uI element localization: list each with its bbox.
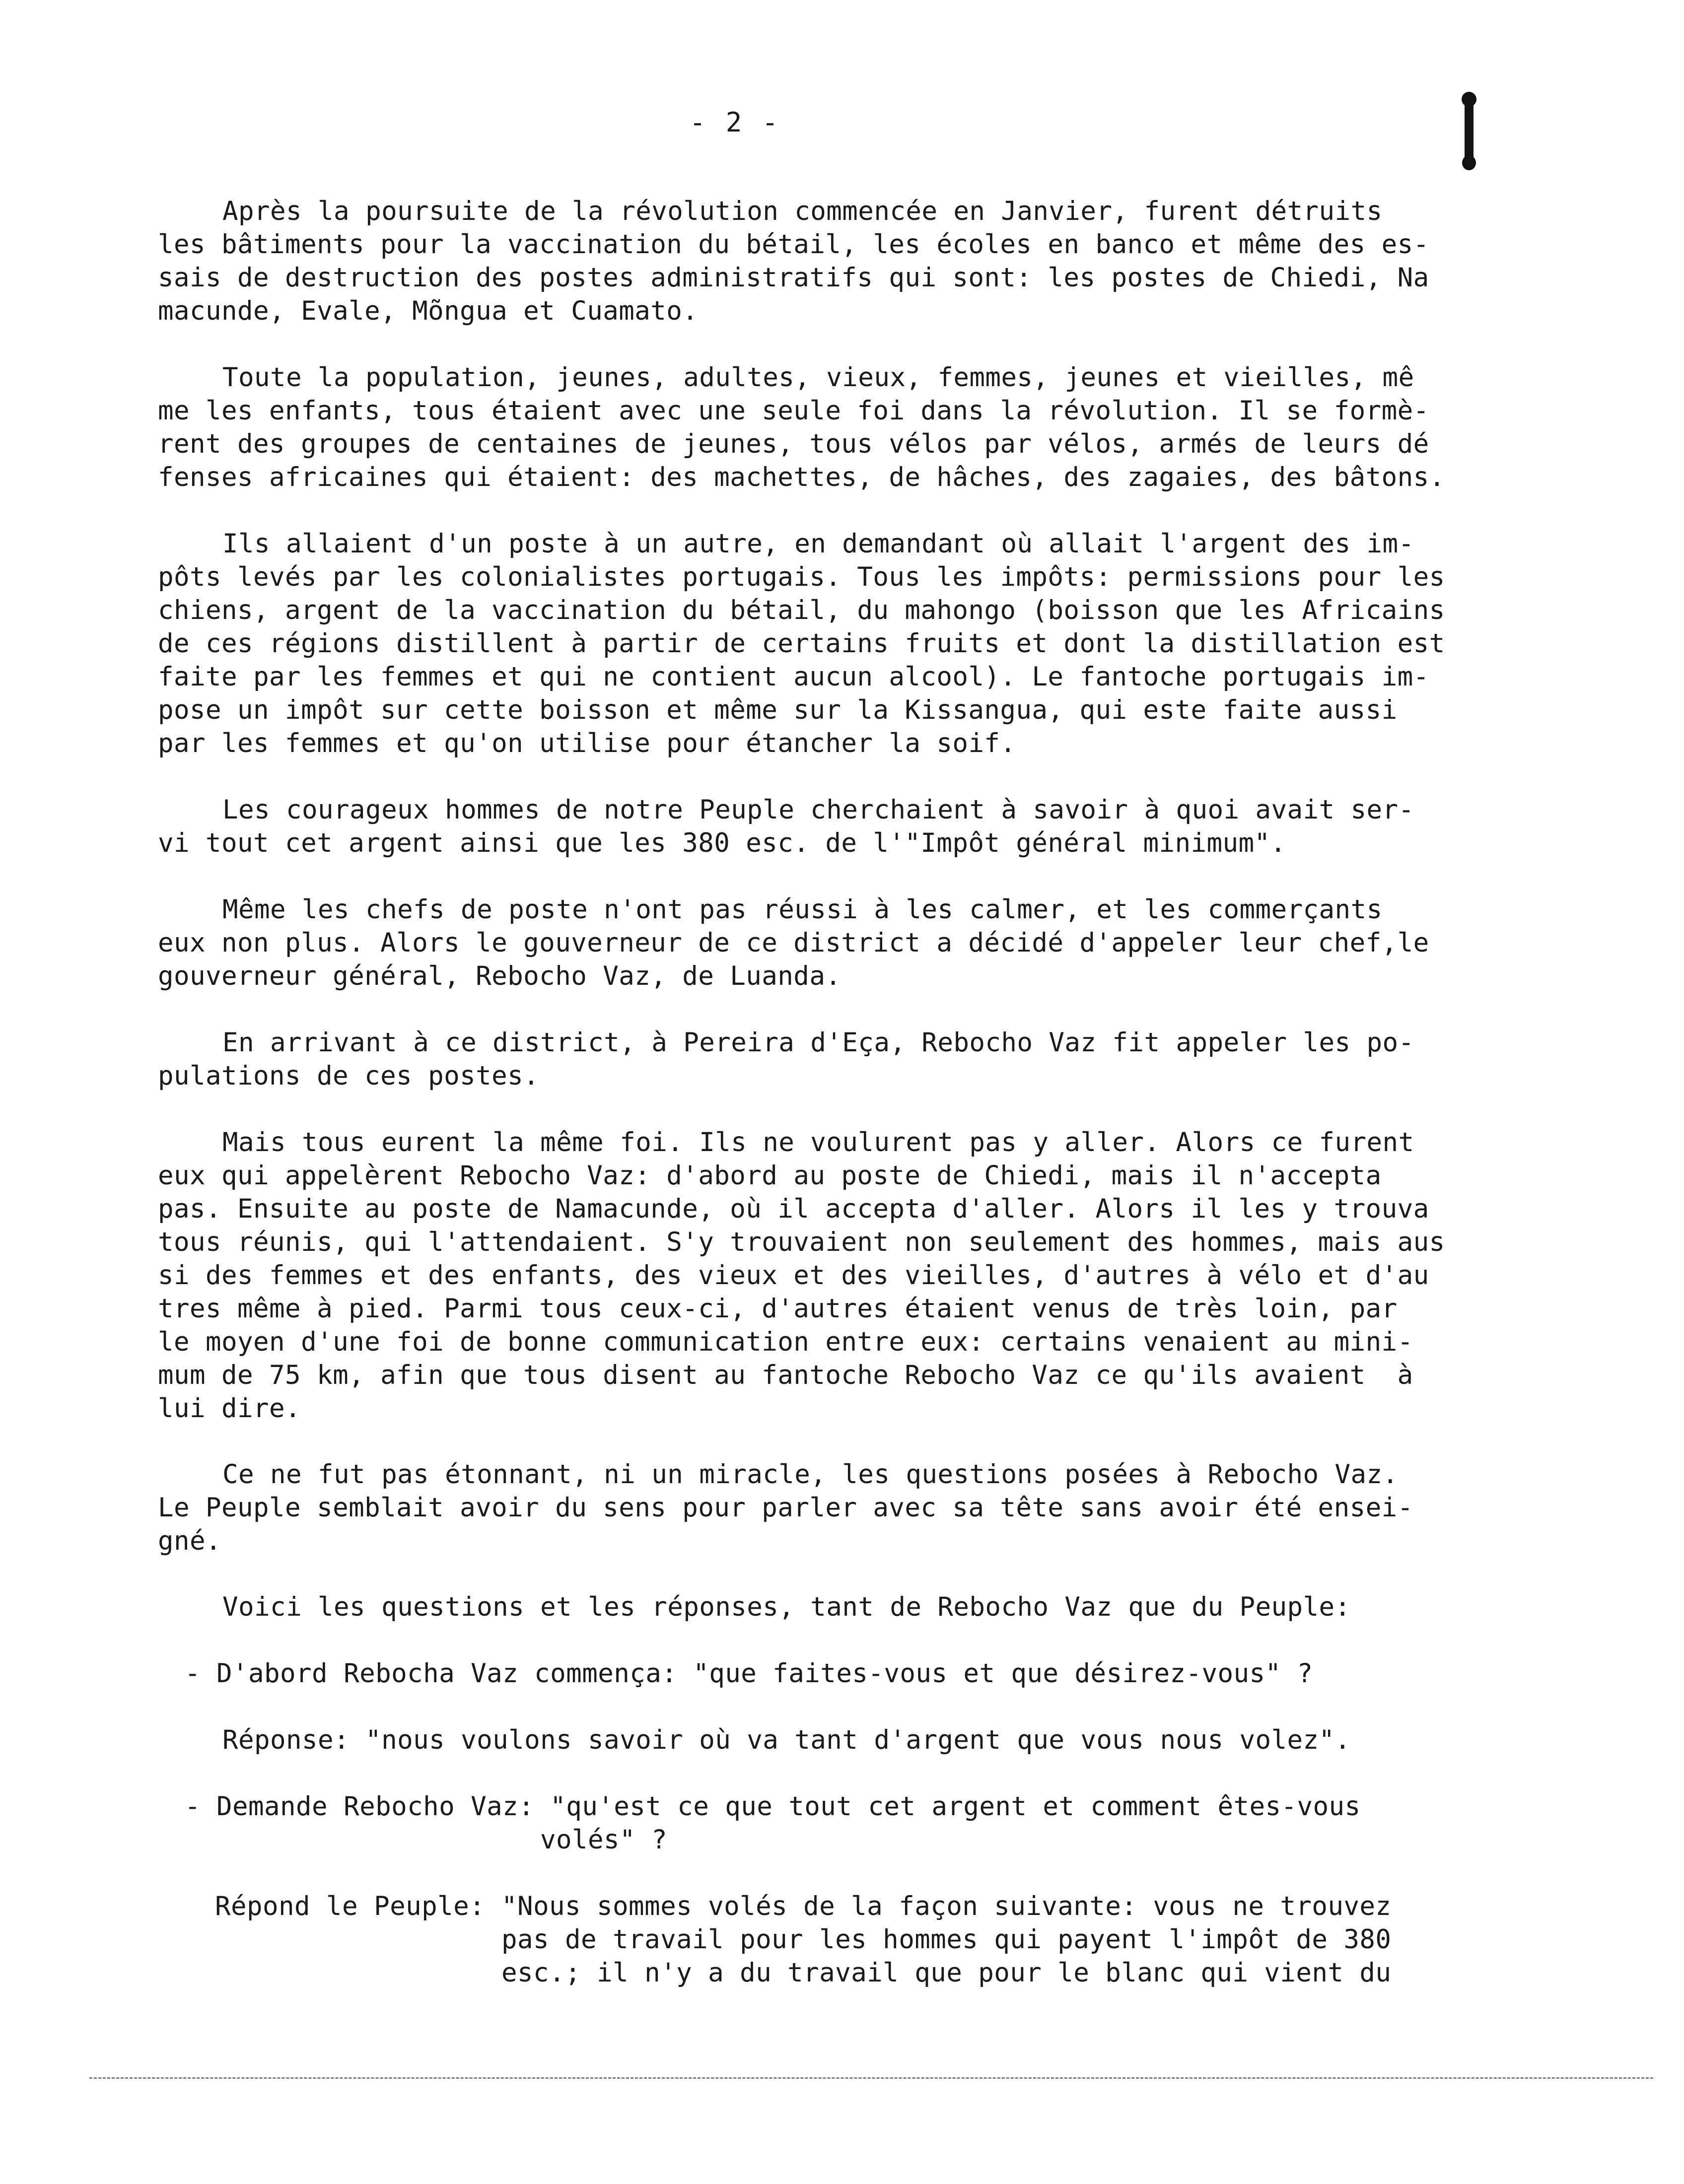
text-line: tres même à pied. Parmi tous ceux-ci, d'autres étaient venus de très loin, par bbox=[158, 1294, 1398, 1324]
text-line: de ces régions distillent à partir de certains fruits et dont la distillation est bbox=[158, 628, 1445, 659]
answer-block bbox=[158, 1890, 1498, 1989]
question-line: - D'abord Rebocha Vaz commença: "que faites-vous et que désirez-vous" ? bbox=[185, 1658, 1313, 1689]
paragraph bbox=[158, 1458, 1498, 1558]
text-line: Mais tous eurent la même foi. Ils ne voulurent pas y aller. Alors ce furent bbox=[222, 1127, 1414, 1158]
text-line: fenses africaines qui étaient: des machettes, de hâches, des zagaies, des bâtons. bbox=[158, 462, 1445, 492]
text-line: chiens, argent de la vaccination du bétail, du mahongo (boisson que les Africains bbox=[158, 595, 1445, 625]
paragraph bbox=[158, 793, 1498, 860]
text-line: macunde, Evale, Mõngua et Cuamato. bbox=[158, 296, 699, 326]
text-line: Ce ne fut pas étonnant, ni un miracle, les questions posées à Rebocho Vaz. bbox=[222, 1459, 1399, 1490]
question-line: volés" ? bbox=[540, 1825, 668, 1855]
text-line: pulations de ces postes. bbox=[158, 1061, 540, 1091]
text-line: Les courageux hommes de notre Peuple cherchaient à savoir à quoi avait ser- bbox=[222, 795, 1414, 825]
text-line: Ils allaient d'un poste à un autre, en demandant où allait l'argent des im- bbox=[222, 529, 1414, 559]
answer-line: pas de travail pour les hommes qui payent l'impôt de 380 bbox=[501, 1924, 1392, 1955]
text-line: vi tout cet argent ainsi que les 380 esc. de l'"Impôt général minimum". bbox=[158, 828, 1286, 858]
text-line: rent des groupes de centaines de jeunes, tous vélos par vélos, armés de leurs dé bbox=[158, 429, 1429, 459]
text-line: tous réunis, qui l'attendaient. S'y trouvaient non seulement des hommes, mais aus bbox=[158, 1227, 1445, 1257]
dialogue bbox=[158, 1657, 1498, 1989]
text-line: gouverneur général, Rebocho Vaz, de Luanda. bbox=[158, 961, 842, 991]
paragraph bbox=[158, 1126, 1498, 1425]
text-line: pôts levés par les colonialistes portugais. Tous les impôts: permissions pour les bbox=[158, 562, 1445, 592]
text-line: eux non plus. Alors le gouverneur de ce district a décidé d'appeler leur chef,le bbox=[158, 928, 1429, 958]
text-line: gné. bbox=[158, 1526, 222, 1556]
paragraph bbox=[158, 361, 1498, 494]
paragraph bbox=[158, 893, 1498, 993]
text-line: Le Peuple semblait avoir du sens pour parler avec sa tête sans avoir été ensei- bbox=[158, 1493, 1413, 1523]
text-line: sais de destruction des postes administratifs qui sont: les postes de Chiedi, Na bbox=[158, 263, 1429, 293]
paragraph bbox=[158, 1026, 1498, 1092]
paragraph bbox=[158, 195, 1498, 328]
text-line: En arrivant à ce district, à Pereira d'Eça, Rebocho Vaz fit appeler les po- bbox=[222, 1027, 1414, 1058]
text-line: Voici les questions et les réponses, tant de Rebocho Vaz que du Peuple: bbox=[222, 1592, 1351, 1622]
text-line: mum de 75 km, afin que tous disent au fantoche Rebocho Vaz ce qu'ils avaient à bbox=[158, 1360, 1413, 1390]
page-bottom-rule bbox=[89, 2077, 1653, 2079]
document-body bbox=[158, 195, 1498, 1989]
answer-line: esc.; il n'y a du travail que pour le blanc qui vient du bbox=[501, 1958, 1392, 1988]
page-number: - 2 - bbox=[689, 107, 780, 138]
text-line: lui dire. bbox=[158, 1393, 301, 1424]
paragraph bbox=[158, 527, 1498, 760]
question-line: - Demande Rebocho Vaz: "qu'est ce que tout cet argent et comment êtes-vous bbox=[185, 1791, 1361, 1822]
text-line: Après la poursuite de la révolution commencée en Janvier, furent détruits bbox=[222, 196, 1383, 226]
answer-label: Répond le Peuple: bbox=[215, 1891, 486, 1921]
text-line: par les femmes et qu'on utilise pour étancher la soif. bbox=[158, 728, 1016, 758]
answer-line: "Nous sommes volés de la façon suivante: vous ne trouvez bbox=[501, 1891, 1392, 1921]
text-line: faite par les femmes et qui ne contient aucun alcool). Le fantoche portugais im- bbox=[158, 662, 1429, 692]
text-line: Toute la population, jeunes, adultes, vieux, femmes, jeunes et vieilles, mê bbox=[222, 362, 1414, 393]
text-line: pas. Ensuite au poste de Namacunde, où il accepta d'aller. Alors il les y trouva bbox=[158, 1194, 1429, 1224]
ink-mark bbox=[1465, 92, 1474, 166]
text-line: eux qui appelèrent Rebocho Vaz: d'abord au poste de Chiedi, mais il n'accepta bbox=[158, 1160, 1382, 1191]
text-line: les bâtiments pour la vaccination du bétail, les écoles en banco et même des es- bbox=[158, 229, 1429, 260]
text-line: si des femmes et des enfants, des vieux et des vieilles, d'autres à vélo et d'au bbox=[158, 1260, 1429, 1291]
text-line: me les enfants, tous étaient avec une seule foi dans la révolution. Il se formè- bbox=[158, 396, 1429, 426]
answer-line: Réponse: "nous voulons savoir où va tant d'argent que vous nous volez". bbox=[222, 1725, 1351, 1755]
paragraph bbox=[158, 1590, 1498, 1624]
text-line: le moyen d'une foi de bonne communication entre eux: certains venaient au mini- bbox=[158, 1327, 1413, 1357]
text-line: Même les chefs de poste n'ont pas réussi à les calmer, et les commerçants bbox=[222, 894, 1383, 925]
text-line: pose un impôt sur cette boisson et même sur la Kissangua, qui este faite aussi bbox=[158, 695, 1398, 725]
